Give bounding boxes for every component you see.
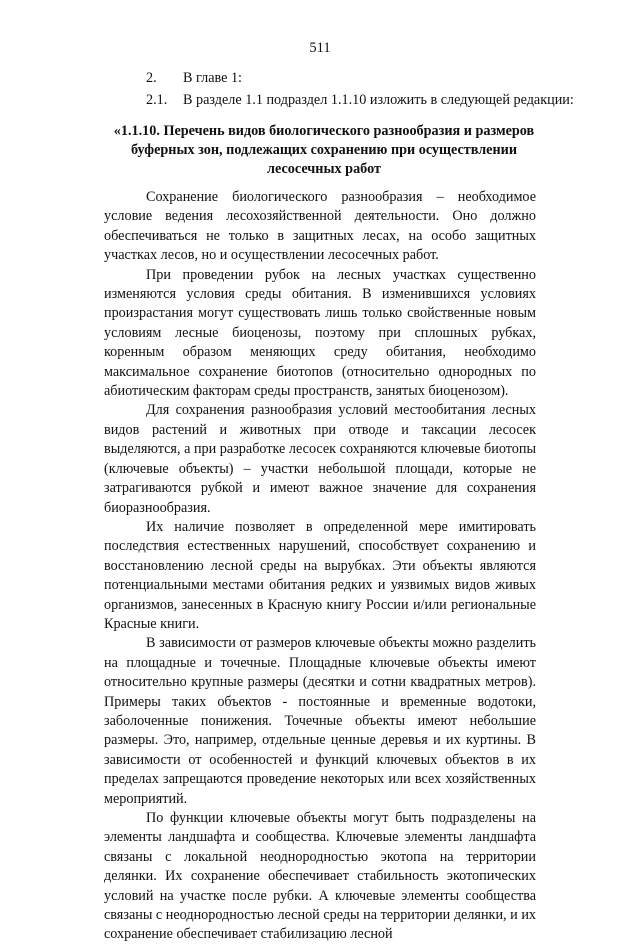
list-item-text: В разделе 1.1 подраздел 1.1.10 изложить в следующей редакции: [183, 92, 574, 108]
list-item-number: 2.1. [146, 92, 168, 108]
list-item-number: 2. [146, 70, 157, 86]
body-text [104, 188, 536, 945]
page-number: 511 [309, 40, 331, 56]
paragraph: Сохранение биологического разнообразия – необходимое условие ведения лесохозяйственной деятельности. Оно должно обеспечиваться не только в защитных лесах, на особо защитных участках лесов, но и осуществлении лесосечных работ. [104, 189, 536, 264]
paragraph: При проведении рубок на лесных участках существенно изменяются условия среды обитания. В изменившихся условиях произрастания могут существовать лишь только свойственные новым условиям лесные биоценозы, поэтому при сплошных рубках, коренным образом меняющих среду обитания, необходимо максимальное сохранение биотопов (относительно однородных по абиотическим факторам среды пространств, занятых биоценозом). [104, 266, 536, 400]
list-item-text: В главе 1: [183, 70, 242, 86]
list-item-section [146, 92, 574, 109]
paragraph: Их наличие позволяет в определенной мере имитировать последствия естественных нарушений, способствует сохранению и восстановлению лесной среды на вырубках. Эти объекты являются потенциальными местами обитания редких и уязвимых видов живых организмов, занесенных в Красную книгу России и/или региональные Красные книги. [104, 518, 536, 632]
list-item-chapter [146, 70, 242, 87]
paragraph: В зависимости от размеров ключевые объекты можно разделить на площадные и точечные. Площадные ключевые объекты имеют относительно крупные размеры (десятки и сотни квадратных метров). Примеры таких объектов - постоянные и временные водотоки, заболоченные понижения. Точечные объекты имеют небольшие размеры. Это, например, отдельные ценные деревья и их куртины. В зависимости от особенностей и функций ключевых объектов в их пределах запрещаются проведение некоторых или всех хозяйственных мероприятий. [104, 635, 536, 807]
section-title: «1.1.10. Перечень видов биологического разнообразия и размеров буферных зон, подлежащих сохранению при осуществлении лесосечных работ [113, 123, 535, 177]
paragraph: Для сохранения разнообразия условий местообитания лесных видов растений и животных при отводе и таксации лесосек выделяются, а при разработке лесосек сохраняются ключевые биотопы (ключевые объекты) – участки небольшой площади, которые не затрагиваются рубкой и имеют важное значение для сохранения биоразнообразия. [104, 402, 536, 516]
paragraph: По функции ключевые объекты могут быть подразделены на элементы ландшафта и сообщества. Ключевые элементы ландшафта связаны с локальной неоднородностью экотопа на территории делянки. Их сохранение обеспечивает стабильность экотопических условий на участке после рубки. А ключевые элементы сообщества связаны с неоднородностью лесной среды на территории делянки, и их сохранение обеспечивает стабилизацию лесной [104, 810, 536, 943]
